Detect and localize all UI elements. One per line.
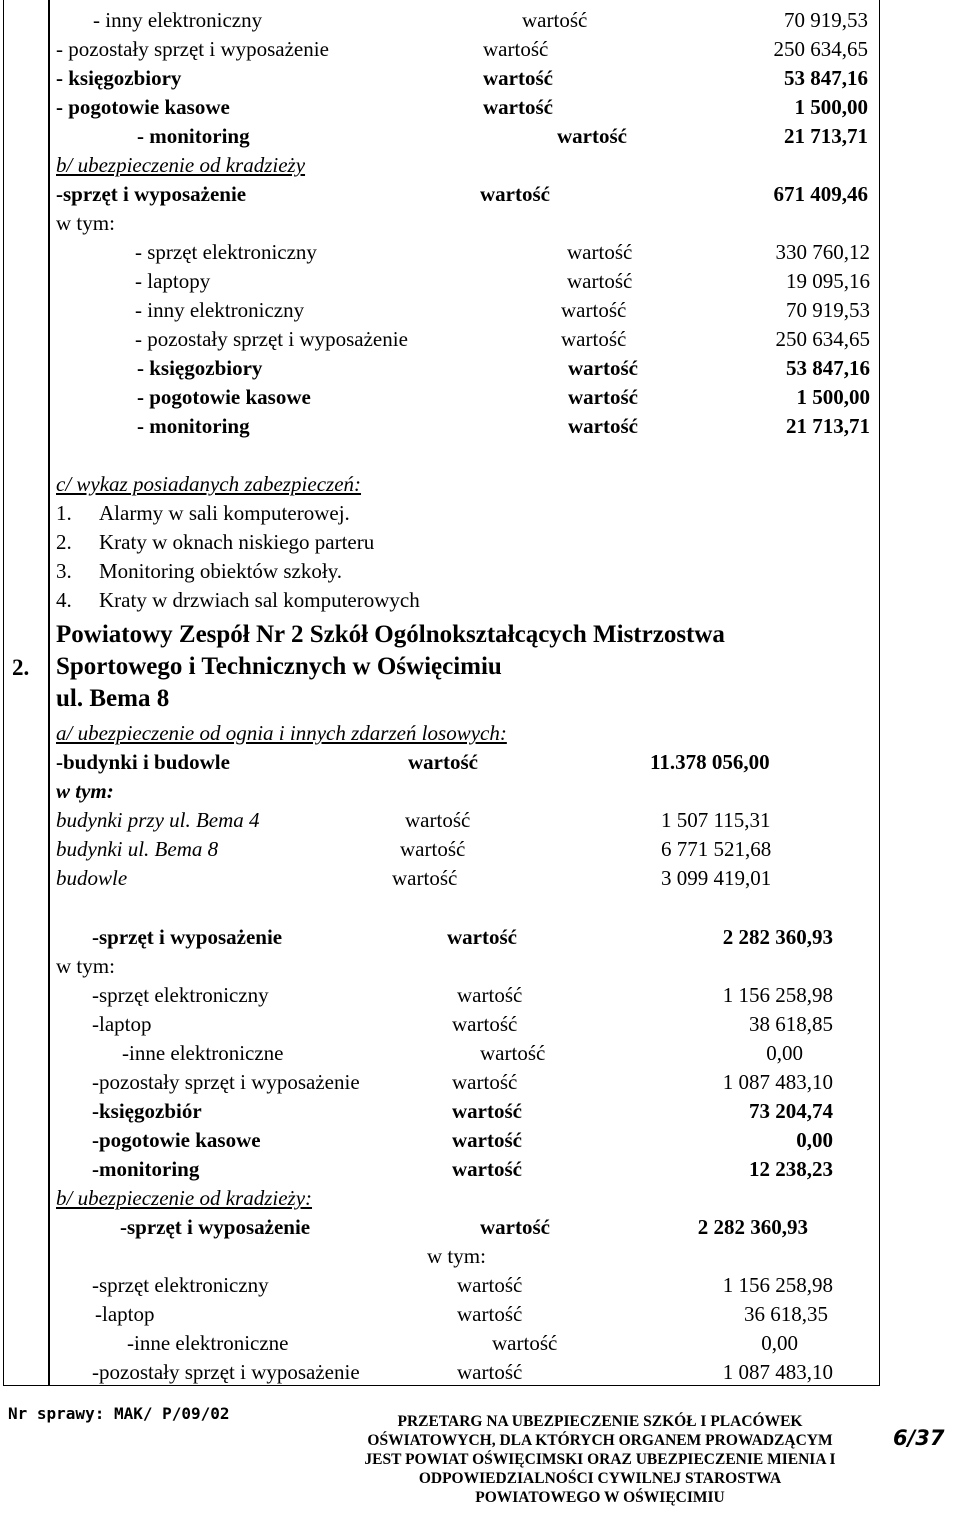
row-value-label: wartość <box>568 414 638 438</box>
building-label: budowle <box>56 866 128 890</box>
row-label: w tym: <box>56 211 115 235</box>
row-value: 53 847,16 <box>784 66 868 90</box>
case-number: Nr sprawy: MAK/ P/09/02 <box>8 1404 230 1423</box>
row-label: - inny elektroniczny <box>93 8 263 32</box>
theft-label: w tym: <box>427 1244 486 1268</box>
theft-value-label: wartość <box>457 1360 523 1384</box>
building-value-label: wartość <box>392 866 458 890</box>
building-value-label: wartość <box>400 837 466 861</box>
theft-label: -laptop <box>95 1302 155 1326</box>
row-value-label: wartość <box>568 385 638 409</box>
row-label: - laptopy <box>135 269 211 293</box>
equipment-label: -pogotowie kasowe <box>92 1128 261 1152</box>
row-value: 1 500,00 <box>796 385 870 409</box>
row-value: 70 919,53 <box>784 8 868 32</box>
row-value: 21 713,71 <box>784 124 868 148</box>
equipment-label: w tym: <box>56 954 115 978</box>
building-label: budynki ul. Bema 8 <box>56 837 219 861</box>
row-label: - monitoring <box>137 124 250 148</box>
page-number: 6/37 <box>893 1426 945 1450</box>
row-value-label: wartość <box>568 356 638 380</box>
theft-value: 0,00 <box>761 1331 798 1355</box>
row-label: - księgozbiory <box>56 66 182 90</box>
row-label: - pogotowie kasowe <box>137 385 311 409</box>
building-value: 6 771 521,68 <box>661 837 772 861</box>
row-label: - księgozbiory <box>137 356 263 380</box>
row-value-label: wartość <box>480 182 550 206</box>
theft-heading: b/ ubezpieczenie od kradzieży: <box>56 1186 313 1210</box>
equipment-label: -monitoring <box>92 1157 200 1181</box>
equipment-value-label: wartość <box>452 1128 522 1152</box>
theft-value: 1 087 483,10 <box>722 1360 833 1384</box>
equipment-value-label: wartość <box>447 925 517 949</box>
row-value-label: wartość <box>483 37 549 61</box>
row-value-label: wartość <box>567 240 633 264</box>
row-label: - pogotowie kasowe <box>56 95 230 119</box>
section-number: 2. <box>12 655 30 680</box>
footer-title-line: OŚWIATOWYCH, DLA KTÓRYCH ORGANEM PROWADZĄCYM <box>367 1432 833 1449</box>
building-label: w tym: <box>56 779 114 803</box>
security-item-text: Kraty w drzwiach sal komputerowych <box>99 588 420 612</box>
equipment-value: 1 087 483,10 <box>722 1070 833 1094</box>
footer-title-line: JEST POWIAT OŚWIĘCIMSKI ORAZ UBEZPIECZENIE MIENIA I <box>364 1451 836 1468</box>
security-heading: c/ wykaz posiadanych zabezpieczeń: <box>56 472 362 496</box>
row-label: - inny elektroniczny <box>135 298 305 322</box>
row-value-label: wartość <box>483 66 553 90</box>
security-item-number: 4. <box>56 588 72 612</box>
row-value: 671 409,46 <box>773 182 868 206</box>
theft-heading: b/ ubezpieczenie od kradzieży <box>56 153 306 177</box>
equipment-value-label: wartość <box>452 1099 522 1123</box>
equipment-value-label: wartość <box>457 983 523 1007</box>
theft-value: 36 618,35 <box>744 1302 828 1326</box>
row-value-label: wartość <box>561 298 627 322</box>
row-label: - pozostały sprzęt i wyposażenie <box>56 37 329 61</box>
security-item-text: Alarmy w sali komputerowej. <box>99 501 350 525</box>
equipment-value: 38 618,85 <box>749 1012 833 1036</box>
building-value-label: wartość <box>405 808 471 832</box>
equipment-value: 12 238,23 <box>749 1157 833 1181</box>
equipment-label: -sprzęt elektroniczny <box>92 983 269 1007</box>
row-label: - sprzęt elektroniczny <box>135 240 317 264</box>
equipment-label: -pozostały sprzęt i wyposażenie <box>92 1070 360 1094</box>
building-value: 1 507 115,31 <box>661 808 771 832</box>
row-value: 53 847,16 <box>786 356 870 380</box>
building-value-label: wartość <box>408 750 478 774</box>
theft-label: -pozostały sprzęt i wyposażenie <box>92 1360 360 1384</box>
equipment-value: 0,00 <box>766 1041 803 1065</box>
row-value: 250 634,65 <box>775 327 870 351</box>
row-value: 70 919,53 <box>786 298 870 322</box>
equipment-value-label: wartość <box>480 1041 546 1065</box>
equipment-label: -księgozbiór <box>92 1099 202 1123</box>
security-item-number: 2. <box>56 530 72 554</box>
row-value: 19 095,16 <box>786 269 870 293</box>
equipment-value-label: wartość <box>452 1157 522 1181</box>
equipment-value-label: wartość <box>452 1012 518 1036</box>
building-label: budynki przy ul. Bema 4 <box>56 808 260 832</box>
equipment-value-label: wartość <box>452 1070 518 1094</box>
row-label: -sprzęt i wyposażenie <box>56 182 247 206</box>
fire-heading: a/ ubezpieczenie od ognia i innych zdarzeń losowych: <box>56 721 507 745</box>
equipment-value: 2 282 360,93 <box>722 925 833 949</box>
theft-value: 1 156 258,98 <box>722 1273 833 1297</box>
theft-value-label: wartość <box>492 1331 558 1355</box>
theft-value-label: wartość <box>457 1302 523 1326</box>
row-value: 1 500,00 <box>794 95 868 119</box>
equipment-label: -inne elektroniczne <box>122 1041 284 1065</box>
equipment-value: 1 156 258,98 <box>722 983 833 1007</box>
footer-title-line: PRZETARG NA UBEZPIECZENIE SZKÓŁ I PLACÓWEK <box>397 1413 803 1430</box>
footer-title <box>320 1412 880 1507</box>
row-value: 21 713,71 <box>786 414 870 438</box>
theft-value: 2 282 360,93 <box>697 1215 808 1239</box>
theft-label: -sprzęt i wyposażenie <box>120 1215 311 1239</box>
section-title-line: Powiatowy Zespół Nr 2 Szkół Ogólnokształcących Mistrzostwa <box>56 621 725 648</box>
footer-title-line: ODPOWIEDZIALNOŚCI CYWILNEJ STAROSTWA <box>418 1470 782 1487</box>
equipment-value: 73 204,74 <box>749 1099 833 1123</box>
section-title-line: ul. Bema 8 <box>56 685 170 712</box>
row-value-label: wartość <box>567 269 633 293</box>
section-title-line: Sportowego i Technicznych w Oświęcimiu <box>56 653 502 680</box>
table-column-divider <box>48 0 50 1386</box>
building-value: 3 099 419,01 <box>661 866 772 890</box>
security-item-number: 1. <box>56 501 72 525</box>
theft-value-label: wartość <box>480 1215 550 1239</box>
security-item-text: Kraty w oknach niskiego parteru <box>99 530 375 554</box>
equipment-label: -sprzęt i wyposażenie <box>92 925 283 949</box>
theft-label: -sprzęt elektroniczny <box>92 1273 269 1297</box>
row-value-label: wartość <box>557 124 627 148</box>
equipment-value: 0,00 <box>796 1128 833 1152</box>
row-value-label: wartość <box>561 327 627 351</box>
row-label: - pozostały sprzęt i wyposażenie <box>135 327 408 351</box>
row-value-label: wartość <box>522 8 588 32</box>
theft-label: -inne elektroniczne <box>127 1331 289 1355</box>
equipment-label: -laptop <box>92 1012 152 1036</box>
theft-value-label: wartość <box>457 1273 523 1297</box>
row-label: - monitoring <box>137 414 250 438</box>
row-value: 330 760,12 <box>775 240 870 264</box>
building-value: 11.378 056,00 <box>650 750 770 774</box>
security-item-text: Monitoring obiektów szkoły. <box>99 559 343 583</box>
row-value: 250 634,65 <box>773 37 868 61</box>
footer-title-line: POWIATOWEGO W OŚWIĘCIMIU <box>475 1489 725 1506</box>
building-label: -budynki i budowle <box>56 750 230 774</box>
row-value-label: wartość <box>483 95 553 119</box>
security-item-number: 3. <box>56 559 72 583</box>
